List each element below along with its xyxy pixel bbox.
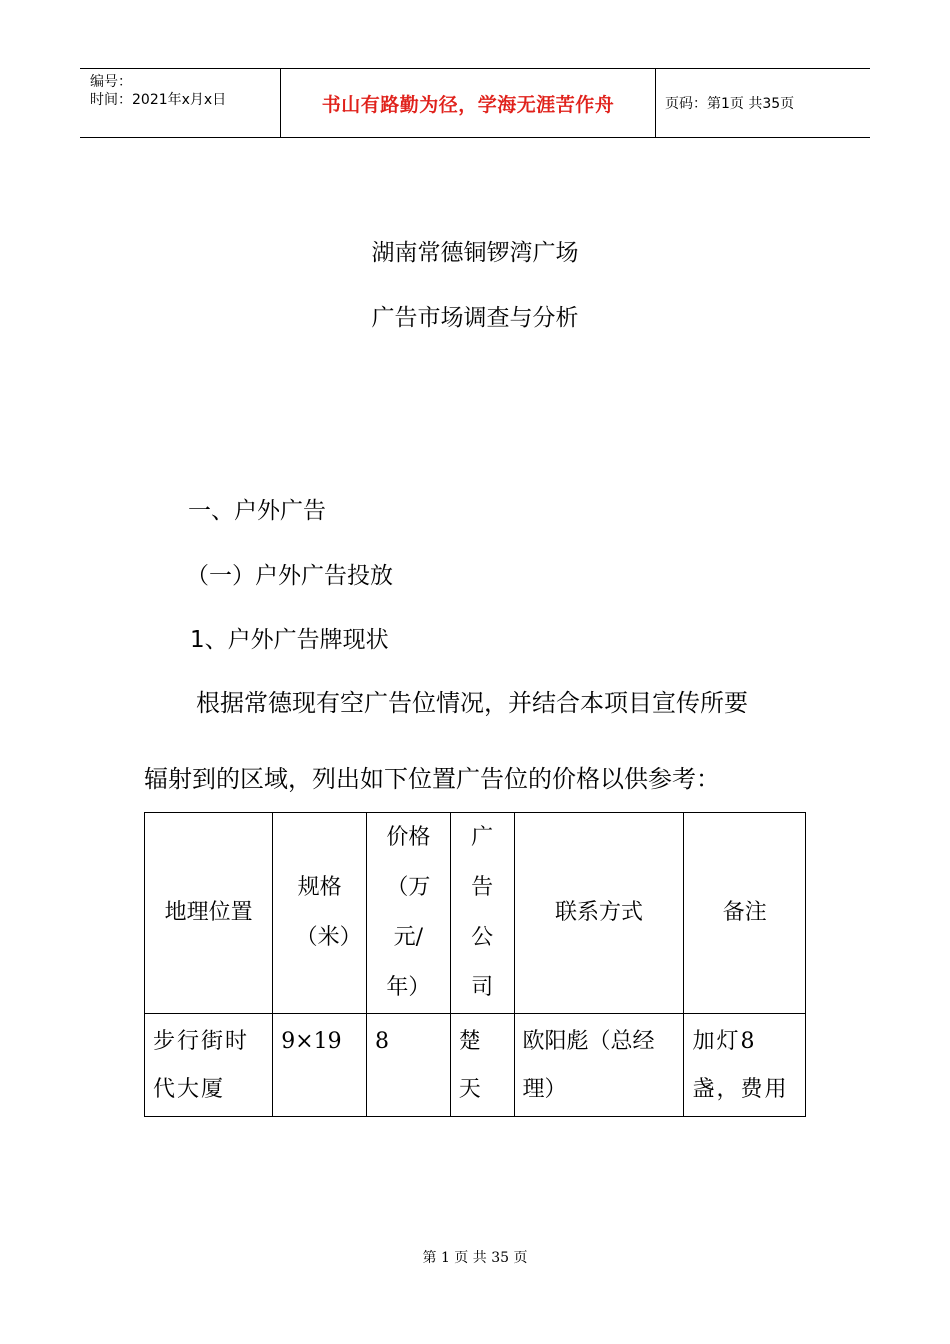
cell-remark: 加灯8盏，费用 xyxy=(684,1014,806,1117)
paragraph-line-1: 根据常德现有空广告位情况，并结合本项目宣传所要 xyxy=(196,689,748,717)
section-heading-1: 一、户外广告 xyxy=(188,498,326,524)
section-heading-3: 1、户外广告牌现状 xyxy=(190,627,389,653)
motto: 书山有路勤为径，学海无涯苦作舟 xyxy=(321,93,615,116)
cell-size: 9×19 xyxy=(273,1014,367,1117)
cell-location: 步行街时代大厦 xyxy=(145,1014,273,1117)
time-label: 时间：2021年x月x日 xyxy=(90,92,227,108)
document-subtitle: 广告市场调查与分析 xyxy=(371,305,579,331)
header-location: 地理位置 xyxy=(145,813,273,1014)
page-footer: 第 1 页 共 35 页 xyxy=(422,1250,528,1266)
cell-price: 8 xyxy=(367,1014,451,1117)
document-title: 湖南常德铜锣湾广场 xyxy=(371,240,579,266)
number-label: 编号： xyxy=(90,74,132,90)
header-contact: 联系方式 xyxy=(514,813,684,1014)
header-meta xyxy=(80,69,280,137)
table-row xyxy=(145,1014,806,1117)
paragraph-line-2: 辐射到的区域，列出如下位置广告位的价格以供参考： xyxy=(144,765,720,793)
header-price: 价格（万元/年） xyxy=(367,813,451,1014)
document-header xyxy=(80,68,870,138)
header-page-cell xyxy=(655,69,870,137)
ad-price-table xyxy=(144,812,806,1117)
cell-company: 楚天 xyxy=(450,1014,514,1117)
header-motto-cell xyxy=(280,69,656,137)
table-header-row xyxy=(145,813,806,1014)
header-size: 规格（米） xyxy=(273,813,367,1014)
header-remark: 备注 xyxy=(684,813,806,1014)
header-company: 广告公司 xyxy=(450,813,514,1014)
cell-contact: 欧阳彪（总经理） xyxy=(514,1014,684,1117)
section-heading-2: （一）户外广告投放 xyxy=(186,563,393,589)
page-info: 页码：第1页 共35页 xyxy=(665,96,795,112)
